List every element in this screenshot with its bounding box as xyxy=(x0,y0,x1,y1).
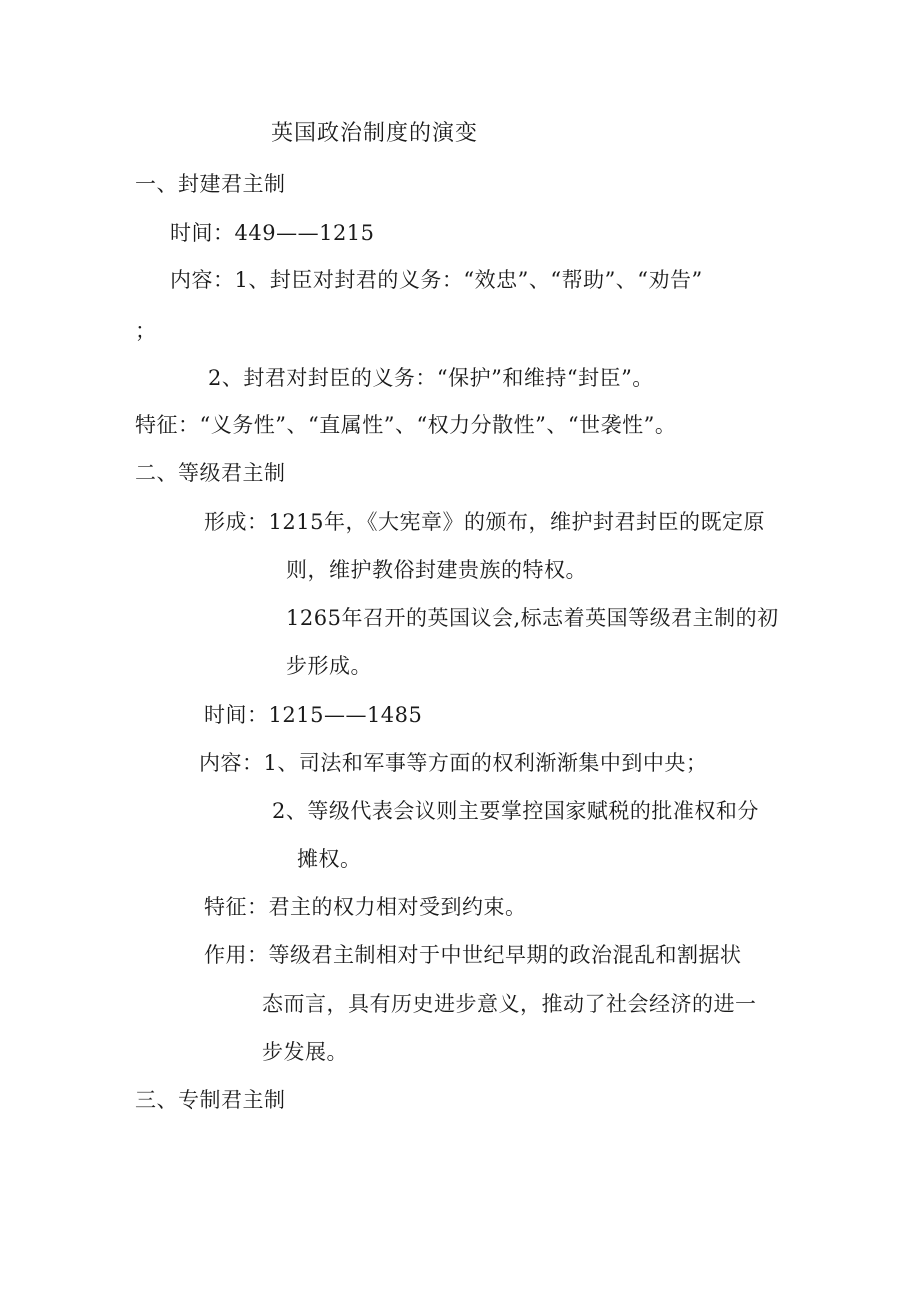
feudal-time: 时间：449——1215 xyxy=(170,221,375,245)
feudal-content-1: 内容：1、封臣对封君的义务：“效忠”、“帮助”、“劝告” xyxy=(170,268,703,292)
estates-formation-1: 形成：1215年，《大宪章》的颁布，维护封君封臣的既定原 xyxy=(204,510,765,534)
estates-time: 时间：1215——1485 xyxy=(204,703,423,727)
estates-formation-2: 1265年召开的英国议会,标志着英国等级君主制的初 xyxy=(286,606,779,630)
estates-effect: 作用：等级君主制相对于中世纪早期的政治混乱和割据状 xyxy=(204,943,742,967)
estates-content-1: 内容：1、司法和军事等方面的权利渐渐集中到中央； xyxy=(199,751,708,775)
section-heading-feudal-monarchy: 一、封建君主制 xyxy=(135,172,286,196)
section-heading-estates-monarchy: 二、等级君主制 xyxy=(135,461,286,485)
estates-effect-continuation-1: 态而言，具有历史进步意义，推动了社会经济的进一 xyxy=(262,992,757,1016)
estates-effect-continuation-2: 步发展。 xyxy=(262,1040,348,1064)
estates-feature: 特征：君主的权力相对受到约束。 xyxy=(204,895,527,919)
feudal-content-2: 2、封君对封臣的义务：“保护”和维持“封臣”。 xyxy=(208,366,654,390)
feudal-content-1-continuation: ； xyxy=(135,319,157,343)
feudal-feature: 特征：“义务性”、“直属性”、“权力分散性”、“世袭性”。 xyxy=(135,413,677,437)
document-title: 英国政治制度的演变 xyxy=(271,121,479,146)
estates-content-2: 2、等级代表会议则主要掌控国家赋税的批准权和分 xyxy=(272,799,759,823)
estates-formation-2-continuation: 步形成。 xyxy=(286,654,372,678)
estates-content-2-continuation: 摊权。 xyxy=(297,847,362,871)
estates-formation-1-continuation: 则，维护教俗封建贵族的特权。 xyxy=(286,558,587,582)
section-heading-absolute-monarchy: 三、专制君主制 xyxy=(135,1088,286,1112)
